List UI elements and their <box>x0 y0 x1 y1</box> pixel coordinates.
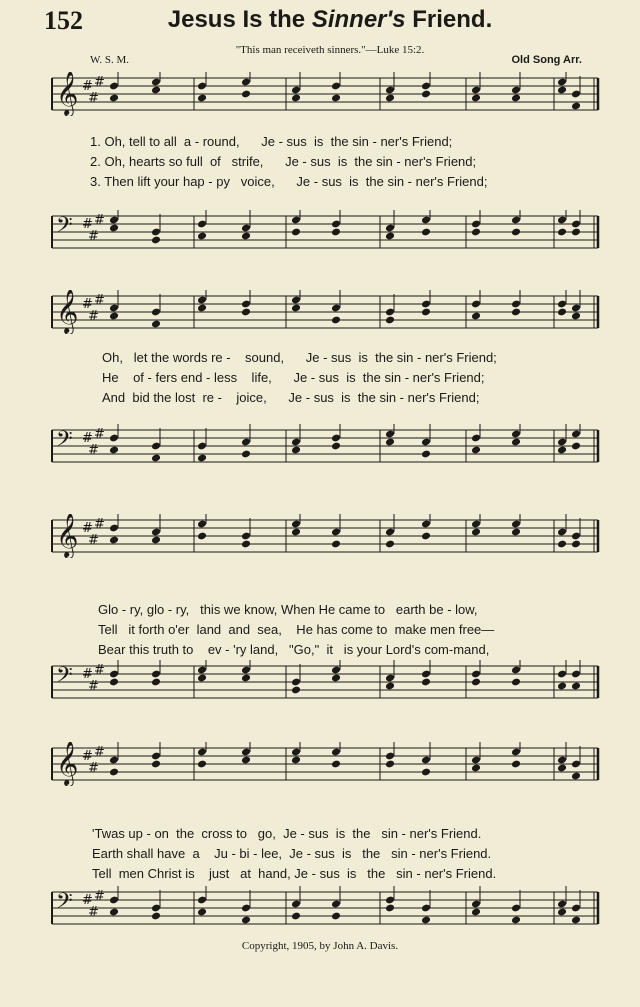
svg-text:#: # <box>82 521 93 536</box>
lyrics-block <box>46 600 602 660</box>
scripture-reference: "This man receiveth sinners."—Luke 15:2. <box>235 44 425 56</box>
bass-staff <box>46 210 602 254</box>
treble-staff <box>46 514 602 558</box>
bass-staff <box>46 424 602 468</box>
svg-text:𝄢: 𝄢 <box>56 213 73 243</box>
title-part: Jesus Is the <box>167 6 312 33</box>
svg-text:𝄞: 𝄞 <box>56 290 79 333</box>
lyric-line: Tell men Christ is just at hand, Je - sus is the sin - ner's Friend. <box>92 866 497 881</box>
svg-text:#: # <box>94 293 105 308</box>
svg-text:#: # <box>82 79 93 94</box>
svg-text:#: # <box>82 749 93 764</box>
svg-text:#: # <box>94 663 105 678</box>
svg-text:𝄢: 𝄢 <box>56 427 73 457</box>
svg-text:#: # <box>82 297 93 312</box>
lyric-line: Glo - ry, glo - ry, this we know, When He came to earth be - low, <box>98 602 478 617</box>
lyrics-block <box>46 824 602 884</box>
lyric-line: 3. Then lift your hap - py voice, Je - sus is the sin - ner's Friend; <box>90 174 488 189</box>
treble-staff <box>46 742 602 786</box>
lyric-line: He of - fers end - less life, Je - sus is the sin - ner's Friend; <box>102 370 485 385</box>
lyric-line: And bid the lost re - joice, Je - sus is the sin - ner's Friend; <box>102 390 480 405</box>
svg-text:#: # <box>94 427 105 442</box>
svg-text:#: # <box>94 517 105 532</box>
treble-staff <box>46 72 602 116</box>
svg-text:#: # <box>88 679 99 694</box>
lyric-line: 2. Oh, hearts so full of strife, Je - sus is the sin - ner's Friend; <box>90 154 477 169</box>
svg-text:#: # <box>82 893 93 908</box>
copyright-notice: Copyright, 1905, by John A. Davis. <box>241 940 399 952</box>
lyric-line: Tell it forth o'er land and sea, He has come to make men free— <box>98 622 495 637</box>
music-credit: Old Song Arr. <box>511 54 582 66</box>
svg-text:#: # <box>88 533 99 548</box>
bass-staff <box>46 660 602 704</box>
svg-text:#: # <box>94 75 105 90</box>
svg-text:#: # <box>88 309 99 324</box>
svg-text:#: # <box>88 443 99 458</box>
lyric-line: Oh, let the words re - sound, Je - sus is the sin - ner's Friend; <box>102 350 497 365</box>
svg-text:#: # <box>88 905 99 920</box>
svg-text:𝄞: 𝄞 <box>56 742 79 785</box>
lyric-line: 1. Oh, tell to all a - round, Je - sus is the sin - ner's Friend; <box>90 134 453 149</box>
hymn-title <box>130 6 530 34</box>
svg-text:𝄞: 𝄞 <box>56 514 79 557</box>
page-number: 152 <box>44 6 83 35</box>
svg-text:#: # <box>82 217 93 232</box>
svg-text:#: # <box>94 213 105 228</box>
bass-staff <box>46 886 602 930</box>
title-part: Friend. <box>405 6 493 33</box>
svg-text:#: # <box>88 229 99 244</box>
lyrics-block <box>46 348 602 408</box>
title-italic: Sinner's <box>311 6 406 33</box>
svg-text:#: # <box>82 667 93 682</box>
svg-text:𝄢: 𝄢 <box>56 663 73 693</box>
words-credit: W. S. M. <box>90 54 130 66</box>
lyric-line: Bear this truth to ev - 'ry land, "Go," it is your Lord's com-mand, <box>98 642 490 657</box>
treble-staff <box>46 290 602 334</box>
svg-text:#: # <box>94 889 105 904</box>
svg-text:𝄞: 𝄞 <box>56 72 79 115</box>
lyrics-block <box>46 132 602 192</box>
svg-text:#: # <box>94 745 105 760</box>
svg-text:#: # <box>88 761 99 776</box>
lyric-line: 'Twas up - on the cross to go, Je - sus is the sin - ner's Friend. <box>92 826 482 841</box>
lyric-line: Earth shall have a Ju - bi - lee, Je - sus is the sin - ner's Friend. <box>92 846 492 861</box>
svg-text:#: # <box>82 431 93 446</box>
svg-text:#: # <box>88 91 99 106</box>
svg-text:𝄢: 𝄢 <box>56 889 73 919</box>
